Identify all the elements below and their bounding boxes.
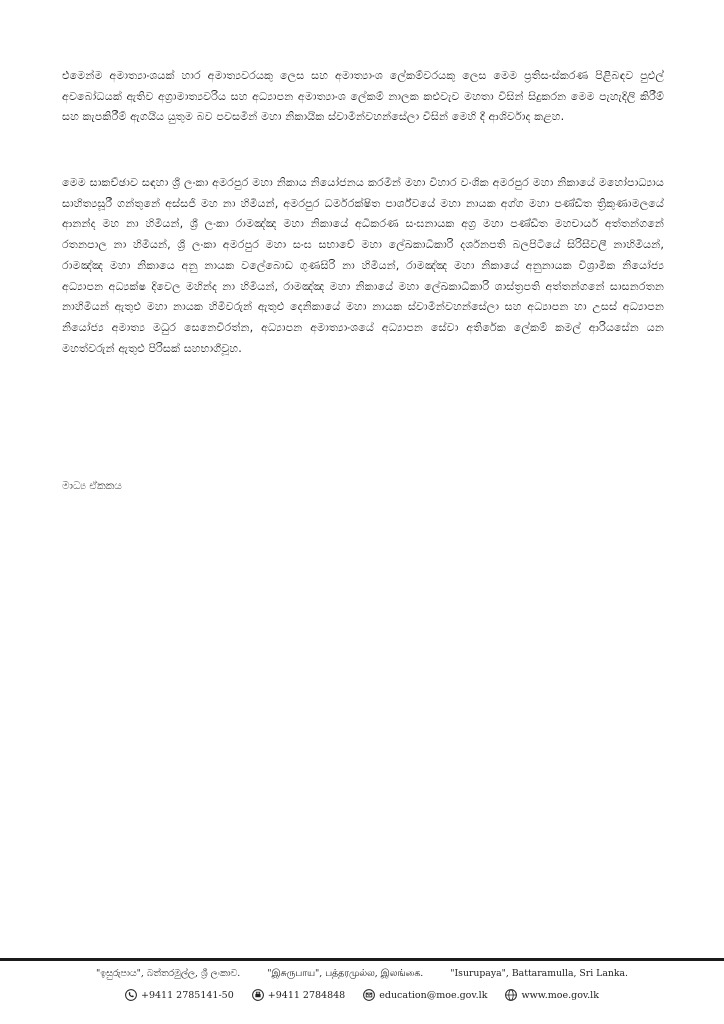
address-sinhala: "ඉසුරුපාය", බත්තරමුල්ල, ශ්‍රී ලංකාව. — [96, 968, 241, 979]
address-tamil: "இசுருபாய", பத்தரமுல்ல, இலங்கை. — [267, 968, 424, 979]
body-paragraph-2: මෙම සාකච්ඡාව සඳහා ශ්‍රී ලංකා අමරපුර මහා නිකාය නියෝජනය කරමින් මහා විහාර වංශික අමරපුර මහා නිකායේ මහෝපාධ්‍යාය සාහිත්‍යසූරී ගන්තුනේ අස්සජි මහ නා හිමියන්, අමරපුර ධර්මරක්ෂිත පාර්ශ්වයේ මහා නායක අග්ග මහා පණ්ඩිත ත්‍රිකුණාමලයේ ආනන්ද මහ නා හිමියන්, ශ්‍රී ලංකා රාමඤ්ඤ මහා නිකායේ අධිකරණ සංඝනායක අග්‍ර මහා පණ්ඩිත මහචාර්ය අත්තන්ගනේ රතනපාල නා හිමියන්, ශ්‍රී ලංකා අමරපුර මහා සංඝ සභාවේ මහා ලේඛකාධිකාරි දර්ශනපති බලපිටියේ සිරිසීවලී නාහිමියන්, රාමඤ්ඤ මහා නිකායෙ අනු නායක වලේබොඩ ගුණසිරි නා හිමියන්, රාමඤ්ඤ මහා නිකායේ අනුනායක විශ්‍රාමික නියෝජ්‍ය අධ්‍යාපන අධ්‍යක්ෂ දිවෙල මහින්ද නා හිමියන්, රාමඤ්ඤ මහා නිකායේ මහා ලේඛකාධිකාරි ශාස්ත්‍රපති අත්තන්ගනේ සාසනරතන නාහිමියන් ඇතුළු මහා නායක හිමිවරුන් ඇතුළු දෙනිකායේ මහා නායක ස්වාමීන්වහන්සේලා සහ අධ්‍යාපන හා උසස් අධ්‍යාපන නියෝජ්‍ය අමාත්‍ය මධුර සෙනෙවිරත්න, අධ්‍යාපන අමාත්‍යාංශයේ අධ්‍යාපන සේවා අතිරේක ලේකම් කමල් ආරියසේන යන මහත්වරුන් ඇතුළු පිරිසක් සහභාගීවූහ. — [62, 176, 664, 355]
contact-email[interactable] — [363, 989, 487, 1001]
contact-fax — [252, 989, 345, 1001]
footer-address — [0, 968, 724, 980]
fax-number: +9411 2784848 — [267, 989, 346, 1001]
email-address[interactable]: education@moe.gov.lk — [379, 989, 488, 1001]
footer-divider — [0, 958, 724, 961]
contact-phone — [125, 989, 234, 1001]
address-english: "Isurupaya", Battaramulla, Sri Lanka. — [450, 968, 628, 979]
phone-number: +9411 2785141-50 — [141, 989, 234, 1001]
phone-icon — [125, 989, 137, 1001]
web-icon — [505, 989, 517, 1001]
fax-icon — [252, 989, 264, 1001]
footer-contacts — [0, 989, 724, 1001]
body-paragraph-1: එමෙන්ම අමාත්‍යාංශයක් හාර අමාත්‍යවරයකු ලෙස සහ අමාත්‍යාංශ ලේකම්වරයකු ලෙස මෙම ප්‍රතිසංස්කරණ පිළිබඳව පුළුල් අවබෝධයක් ඇතිව අග්‍රාමාත්‍යවරිය සහ අධ්‍යාපන අමාත්‍යාංශ ලේකම් නාලක කළුවැව මහතා විසින් සිදුකරන මෙම පැහැදිලි කිරීම් සහ කැපකිරීම් ඇගයිය යුතුම බව පවසමින් මහා නිකායික ස්වාමීන්වහන්සේලා විසින් මෙහි දී ආශිර්වාද කළහ. — [62, 69, 664, 124]
contact-website[interactable] — [505, 989, 599, 1001]
media-unit-signature: මාධ්‍ය ඒකකය — [62, 480, 122, 492]
website-url[interactable]: www.moe.gov.lk — [521, 989, 599, 1001]
email-icon — [363, 989, 375, 1001]
